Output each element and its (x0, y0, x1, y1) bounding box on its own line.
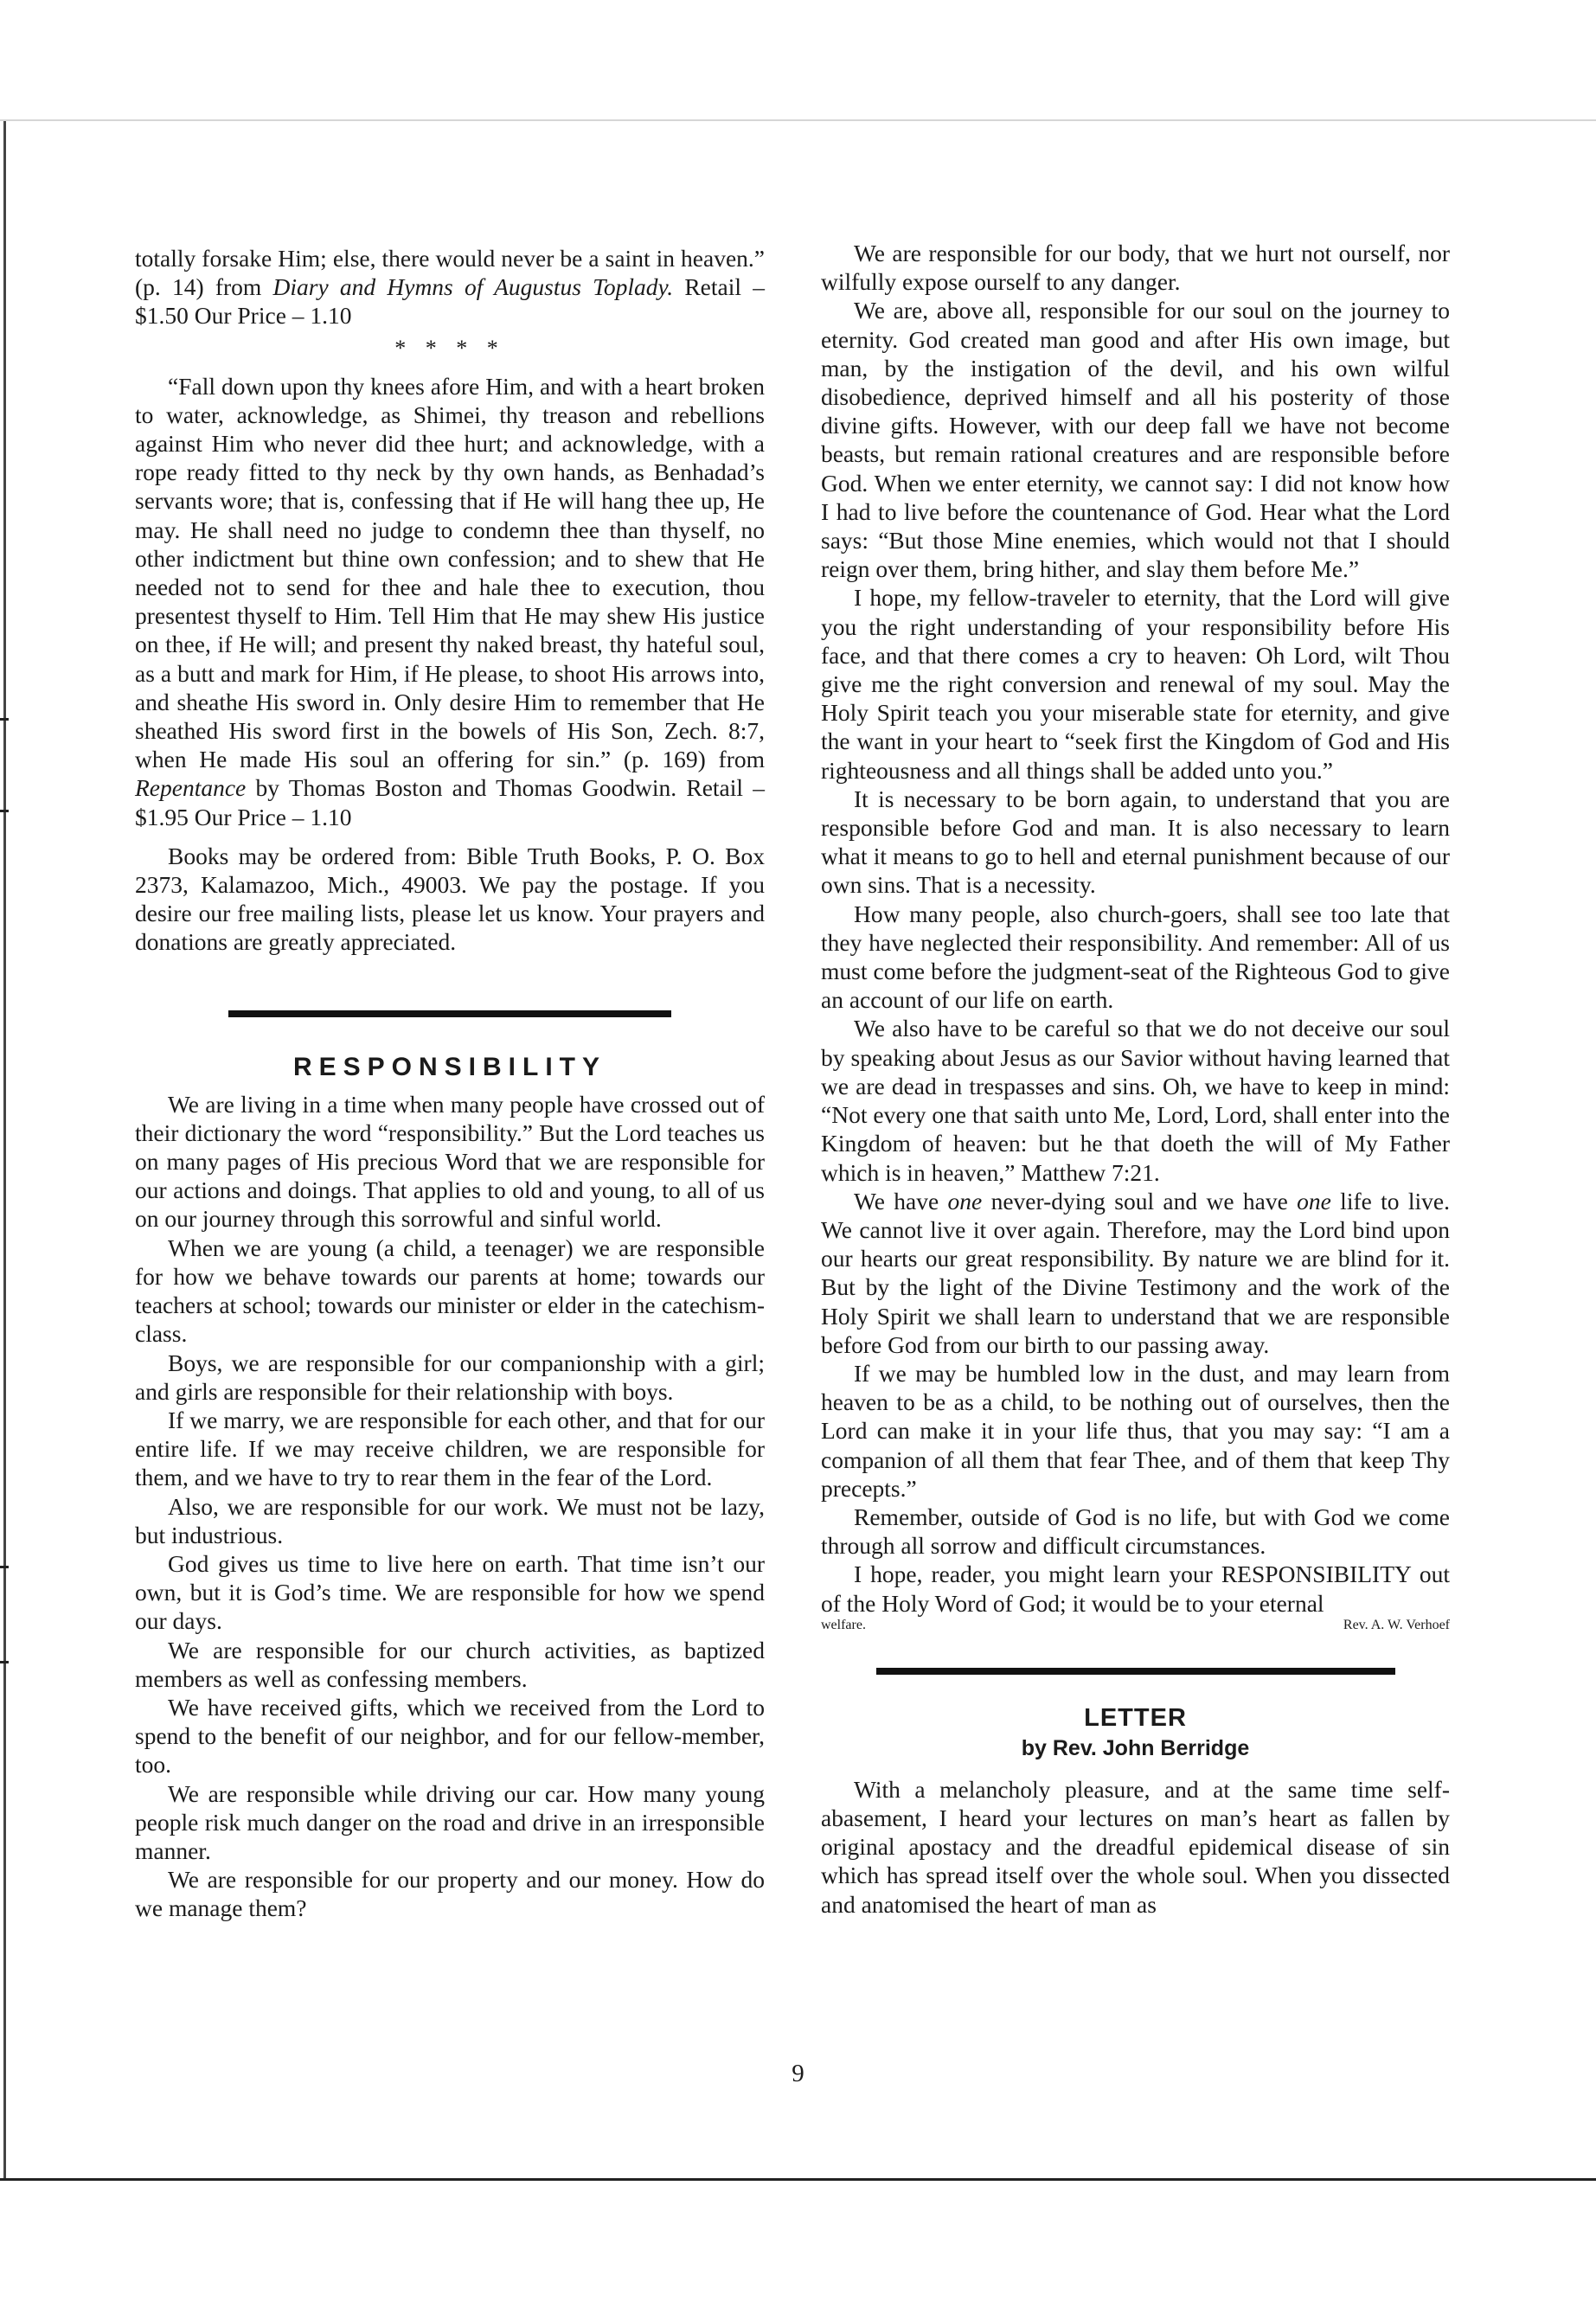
article-paragraph: I hope, my fellow-traveler to eternity, that the Lord will give you the right understanding of your responsibility before His face, and that there comes a cry to heaven: Oh Lord, wilt Thou give me the right conversion and renewal of my soul. May the Holy Spirit teach you your miserable state for eternity, and give the want in your heart to “seek first the Kingdom of God and His righteousness and all things shall be added unto you.” (821, 584, 1450, 784)
order-paragraph: Books may be ordered from: Bible Truth Books, P. O. Box 2373, Kalamazoo, Mich., 49003. We pay the postage. If you desire our free mailing lists, please let us know. Your prayers and donations are greatly appreciated. (135, 842, 765, 956)
article-paragraph: We are, above all, responsible for our soul on the journey to eternity. God created man good and after His own image, but man, by the instigation of the devil, and his own wilful disobedience, deprived himself and all his posterity of those divine gifts. However, with our deep fall we have not become beasts, but remain rational creatures and are responsible before God. When we enter eternity, we cannot say: I did not know how I had to live before the countenance of God. Hear what the Lord says: “But those Mine enemies, which would not that I should reign over them, bring hither, and slay them before Me.” (821, 297, 1450, 583)
closing-paragraph: I hope, reader, you might learn your RESPONSIBILITY out of the Holy Word of God; it would be to your eternal (821, 1561, 1450, 1617)
page-number: 9 (792, 2060, 804, 2087)
article-continuation (821, 239, 1450, 1560)
margin-tick (0, 810, 9, 812)
section-divider (228, 1010, 671, 1017)
letter-byline: by Rev. John Berridge (1021, 1735, 1250, 1760)
article-paragraph: Boys, we are responsible for our companionship with a girl; and girls are responsible for their relationship with boys. (135, 1349, 765, 1405)
author-signature: Rev. A. W. Verhoef (1343, 1617, 1450, 1632)
article-paragraph: When we are young (a child, a teenager) we are responsible for how we behave towards our parents at home; towards our teachers at school; towards our minister or elder in the catechism-class. (135, 1234, 765, 1348)
article-paragraph: We also have to be careful so that we do not deceive our soul by speaking about Jesus as our Savior without having learned that we are dead in trespasses and sins. Oh, we have to keep in mind: “Not every one that saith unto Me, Lord, Lord, shall enter into the Kingdom of heaven: but he that doeth the will of My Father which is in heaven,” Matthew 7:21. (821, 1015, 1450, 1186)
page-edge-bottom (0, 2178, 1596, 2181)
article-title: RESPONSIBILITY (292, 1052, 607, 1081)
page-edge-top (0, 119, 1596, 121)
article-paragraph: If we marry, we are responsible for each other, and that for our entire life. If we may receive children, we are responsible for them, and we have to try to rear them in the fear of the Lord. (135, 1406, 765, 1491)
article-paragraph: God gives us time to live here on earth. That time isn’t our own, but it is God’s time. We are responsible for how we spend our days. (135, 1549, 765, 1635)
article-paragraph: It is necessary to be born again, to understand that you are responsible before God and man. It is also necessary to learn what it means to go to hell and eternal punishment because of our own sins. That is a necessity. (821, 785, 1450, 899)
article-paragraph: We are responsible for our body, that we hurt not ourself, nor wilfully expose ourself to any danger. (821, 240, 1450, 296)
article-paragraph: We are responsible for our church activities, as baptized members as well as confessing members. (135, 1636, 765, 1692)
article-paragraph: How many people, also church-goers, shall see too late that they have neglected their responsibility. And remember: All of us must come before the judgment-seat of the Righteous God to give an account of our life on earth. (821, 900, 1450, 1014)
margin-tick (0, 1661, 9, 1663)
section-separator: * * * * (394, 335, 505, 361)
closing-last-word: welfare. (821, 1617, 866, 1632)
margin-tick (0, 1566, 9, 1568)
article-paragraph: We have one never-dying soul and we have one life to live. We cannot live it over again. Therefore, may the Lord bind upon our hearts our great responsibility. By nature we are blind for it. But by the light of the Divine Testimony and the work of the Holy Spirit we shall learn to understand that we are responsible before God from our birth to our passing away. (821, 1187, 1450, 1358)
page-edge-left (3, 121, 6, 2178)
section-divider (876, 1668, 1395, 1675)
signature-row (821, 1618, 1450, 1633)
left-column (135, 244, 765, 1923)
quote-paragraph: “Fall down upon thy knees afore Him, and with a heart broken to water, acknowledge, as Shimei, thy treason and rebellions against Him who never did thee hurt; and acknowledge, with a rope ready fitted to thy neck by thy own hands, as Benhadad’s servants wore; that is, confessing that if He will hang thee up, He may. He shall need no judge to condemn thee than thyself, no other indictment but thine own confession; and to shew that He needed not to send for thee and hale thee to execution, thou presentest thyself to Him. Tell Him that He may shew His justice on thee, if He will; and present thy naked breast, thy hateful soul, as a butt and mark for Him, if He please, to shoot His arrows into, and sheathe His sword in. Only desire Him to remember that He sheathed His sword first in the bowels of His Son, Zech. 8:7, when He made His soul an offering for sin.” (p. 169) from Repentance by Thomas Boston and Thomas Goodwin. Retail – $1.95 Our Price – 1.10 (135, 372, 765, 830)
right-column (821, 239, 1450, 1919)
article-paragraph: We are responsible while driving our car. How many young people risk much danger on the road and drive in an irresponsible manner. (135, 1779, 765, 1864)
article-body (135, 1090, 765, 1923)
letter-title: LETTER (1084, 1703, 1187, 1732)
article-paragraph: If we may be humbled low in the dust, and may learn from heaven to be as a child, to be nothing out of ourselves, then the Lord can make it in your life thus, that you may say: “I am a companion of all them that fear Thee, and of them that keep Thy precepts.” (821, 1359, 1450, 1502)
article-paragraph: We are living in a time when many people have crossed out of their dictionary the word “responsibility.” But the Lord teaches us on many pages of His precious Word that we are responsible for our actions and doings. That applies to old and young, to all of us on our journey through this sorrowful and sinful world. (135, 1090, 765, 1233)
margin-tick (0, 718, 9, 721)
intro-paragraph: totally forsake Him; else, there would never be a saint in heaven.” (p. 14) from Diary and Hymns of Augustus Toplady. Retail – $1.50 Our Price – 1.10 (135, 245, 765, 330)
article-paragraph: We have received gifts, which we received from the Lord to spend to the benefit of our neighbor, and for our fellow-member, too. (135, 1693, 765, 1779)
article-paragraph: We are responsible for our property and our money. How do we manage them? (135, 1866, 765, 1922)
article-paragraph: Remember, outside of God is no life, but with God we come through all sorrow and difficult circumstances. (821, 1503, 1450, 1560)
letter-paragraph: With a melancholy pleasure, and at the same time self-abasement, I heard your lectures on man’s heart as fallen by original apostacy and the dreadful epidemical disease of sin which has spread itself over the whole soul. When you dissected and anatomised the heart of man as (821, 1775, 1450, 1918)
article-paragraph: Also, we are responsible for our work. We must not be lazy, but industrious. (135, 1492, 765, 1548)
